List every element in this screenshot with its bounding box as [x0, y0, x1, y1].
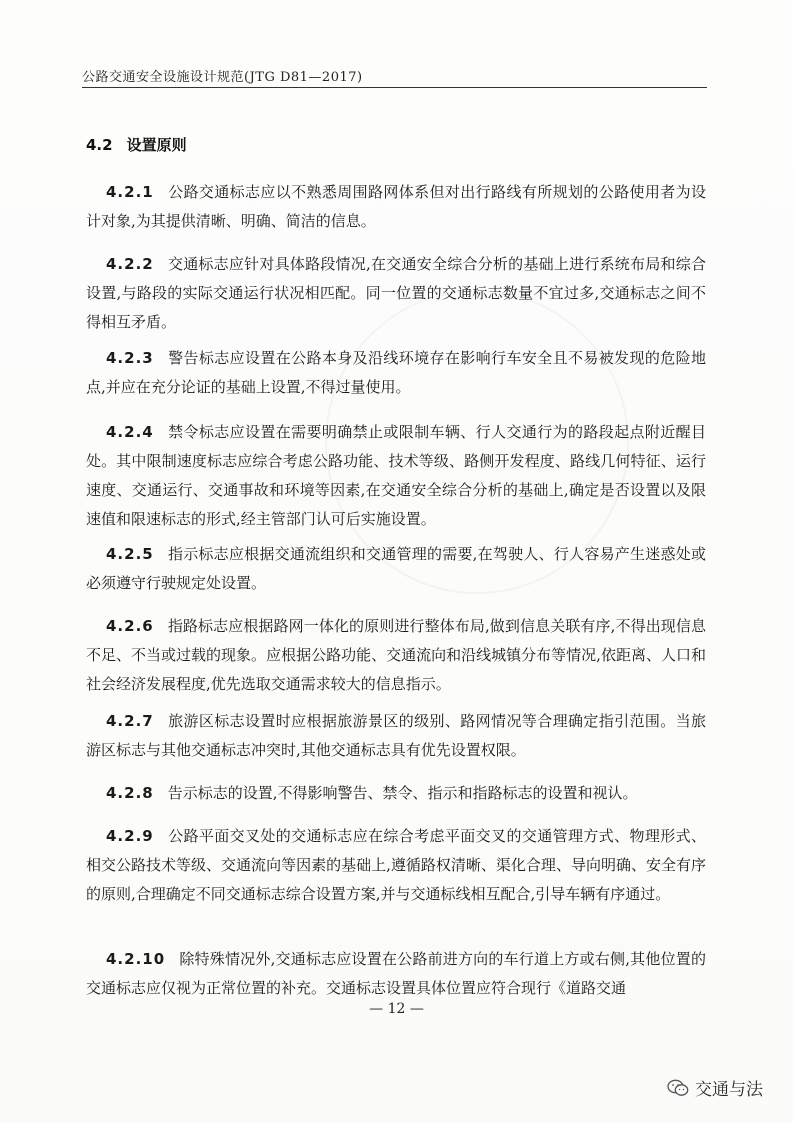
page-number: — 12 — [369, 1001, 424, 1017]
clause-4-2-7 [86, 707, 706, 765]
clause-number: 4.2.6 [106, 617, 154, 635]
clause-number: 4.2.5 [106, 545, 154, 563]
section-title-text: 设置原则 [126, 136, 187, 154]
clause-text: 旅游区标志设置时应根据旅游景区的级别、路网情况等合理确定指引范围。当旅游区标志与其他交通标志冲突时,其他交通标志具有优先设置权限。 [86, 712, 706, 759]
clause-text: 告示标志的设置,不得影响警告、禁令、指示和指路标志的设置和视认。 [167, 784, 638, 802]
source-watermark [667, 1075, 763, 1100]
clause-number: 4.2.1 [106, 183, 154, 201]
wechat-icon [667, 1079, 689, 1097]
clause-4-2-6 [86, 612, 706, 699]
clause-text: 交通标志应针对具体路段情况,在交通安全综合分析的基础上进行系统布局和综合设置,与路段的实际交通运行状况相匹配。同一位置的交通标志数量不宜过多,交通标志之间不得相互矛盾。 [86, 255, 706, 331]
clause-number: 4.2.4 [106, 423, 154, 441]
clause-4-2-4 [86, 418, 706, 534]
clause-text: 指示标志应根据交通流组织和交通管理的需要,在驾驶人、行人容易产生迷惑处或必须遵守行驶规定处设置。 [86, 545, 706, 592]
clause-4-2-5 [86, 540, 706, 598]
section-heading [86, 134, 187, 155]
clause-text: 警告标志应设置在公路本身及沿线环境存在影响行车安全且不易被发现的危险地点,并应在充分论证的基础上设置,不得过量使用。 [86, 349, 706, 396]
clause-number: 4.2.3 [106, 349, 154, 367]
clause-4-2-9 [86, 822, 706, 909]
clause-4-2-3 [86, 344, 706, 402]
clause-text: 禁令标志应设置在需要明确禁止或限制车辆、行人交通行为的路段起点附近醒目处。其中限制速度标志应综合考虑公路功能、技术等级、路侧开发程度、路线几何特征、运行速度、交通运行、交通事故和环境等因素,在交通安全综合分析的基础上,确定是否设置以及限速值和限速标志的形式,经主管部门认可后实施设置。 [86, 423, 706, 528]
clause-number: 4.2.8 [106, 784, 154, 802]
clause-4-2-10 [86, 945, 706, 1003]
clause-4-2-2 [86, 250, 706, 337]
clause-number: 4.2.7 [106, 712, 154, 730]
clause-number: 4.2.2 [106, 255, 154, 273]
clause-4-2-8 [86, 779, 706, 808]
watermark-text: 交通与法 [695, 1080, 763, 1100]
clause-text: 除特殊情况外,交通标志应设置在公路前进方向的车行道上方或右侧,其他位置的交通标志应仅视为正常位置的补充。交通标志设置具体位置应符合现行《道路交通 [86, 950, 706, 997]
clause-text: 公路平面交叉处的交通标志应在综合考虑平面交叉的交通管理方式、物理形式、相交公路技术等级、交通流向等因素的基础上,遵循路权清晰、渠化合理、导向明确、安全有序的原则,合理确定不同交通标志综合设置方案,并与交通标线相互配合,引导车辆有序通过。 [86, 827, 706, 903]
clause-text: 公路交通标志应以不熟悉周围路网体系但对出行路线有所规划的公路使用者为设计对象,为其提供清晰、明确、简洁的信息。 [86, 183, 706, 230]
header-divider [82, 87, 707, 88]
clause-number: 4.2.9 [106, 827, 154, 845]
running-header: 公路交通安全设施设计规范(JTG D81—2017) [82, 70, 363, 85]
section-number: 4.2 [86, 136, 113, 154]
clause-text: 指路标志应根据路网一体化的原则进行整体布局,做到信息关联有序,不得出现信息不足、不当或过载的现象。应根据公路功能、交通流向和沿线城镇分布等情况,依距离、人口和社会经济发展程度,优先选取交通需求较大的信息指示。 [86, 617, 706, 693]
clause-number: 4.2.10 [106, 950, 166, 968]
clause-4-2-1 [86, 178, 706, 236]
